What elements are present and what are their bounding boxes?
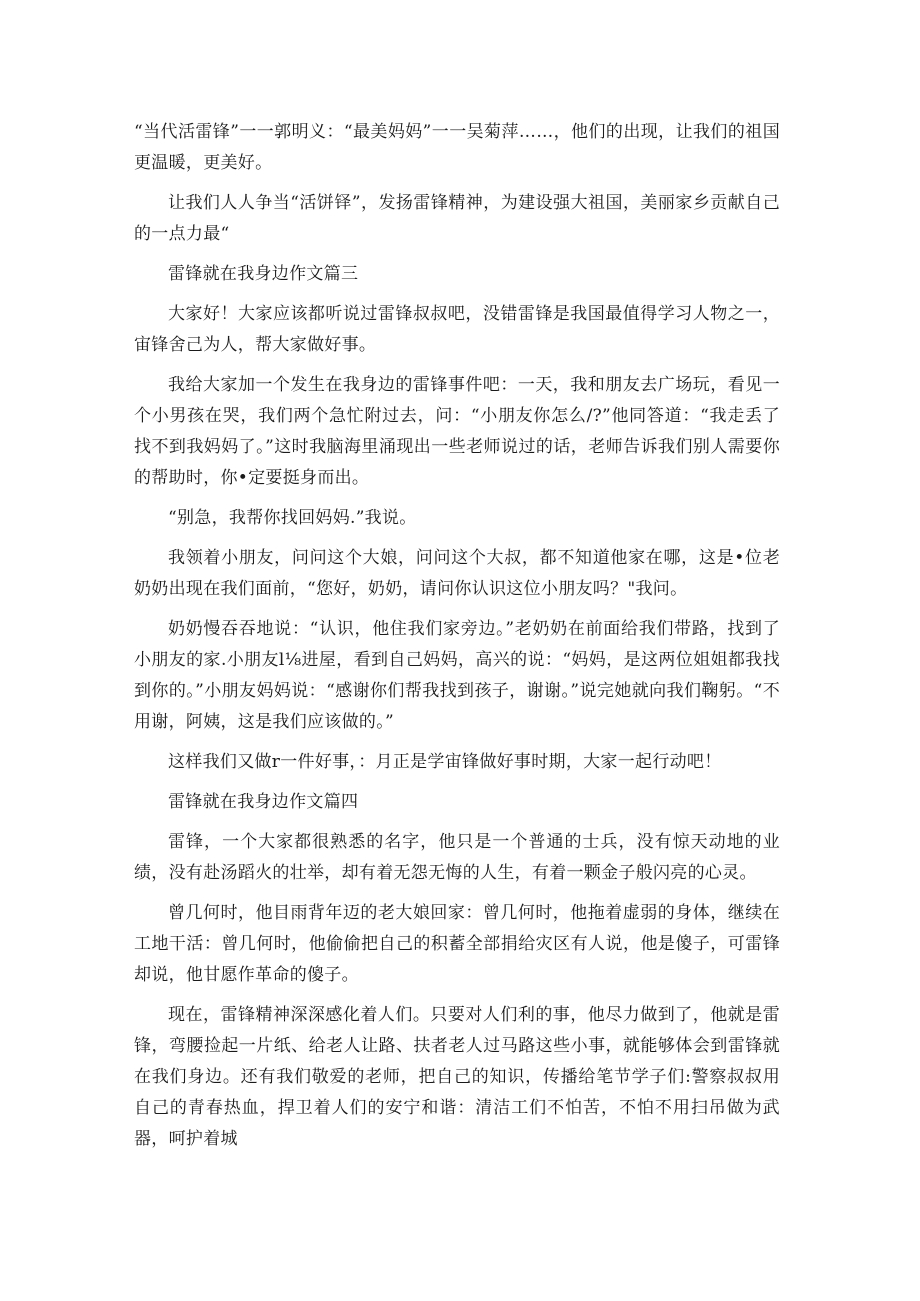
paragraph: 奶奶慢吞吞地说：“认识，他住我们家旁边。”老奶奶在前面给我们带路，找到了小朋友的家.小朋友l⅛进屋，看到自己妈妈，高兴的说：“妈妈，是这两位姐姐都我找到你的。”小朋友妈妈说：“感谢你们帮我找到孩子，谢谢。”说完她就向我们鞠躬。“不用谢，阿姨，这是我们应该做的。”	[134, 619, 780, 732]
paragraph: 雷锋，一个大家都很熟悉的名字，他只是一个普通的士兵，没有惊天动地的业绩，没有赴汤蹈火的壮举，却有着无怨无悔的人生，有着一颗金子般闪亮的心灵。	[134, 832, 780, 883]
document-body	[134, 117, 780, 1164]
section-heading: 雷锋就在我身边作文篇三	[168, 264, 359, 284]
paragraph: 让我们人人争当“活饼铎”，发扬雷锋精神，为建设强大祖国，美丽家乡贡献自己的一点力最“	[134, 193, 780, 244]
paragraph: 我给大家加一个发生在我身边的雷锋事件吧：一天，我和朋友去广场玩，看见一个小男孩在哭，我们两个急忙附过去，问：“小朋友你怎么/?”他同答道：“我走丢了找不到我妈妈了。”这时我脑海里涌现出一些老师说过的话，老师告诉我们别人需要你的帮助时，你•定要挺身而出。	[134, 375, 780, 488]
paragraph: 曾几何时，他目雨背年迈的老大娘回家：曾几何时，他拖着虚弱的身体，继续在工地干活：曾几何时，他偷偷把自己的积蓄全部捐给灾区有人说，他是傻子，可雷锋却说，他甘愿作革命的傻子。	[134, 903, 780, 985]
paragraph: 这样我们又做r一件好事，：月正是学宙锋做好事时期，大家一起行动吧！	[168, 752, 722, 772]
paragraph: “别急，我帮你找回妈妈.”我说。	[168, 508, 417, 528]
paragraph: “当代活雷锋”一一郭明义：“最美妈妈”一一吴菊萍……，他们的出现，让我们的祖国更温暖，更美好。	[134, 122, 780, 173]
section-heading: 雷锋就在我身边作文篇四	[168, 792, 359, 812]
paragraph: 现在，雷锋精神深深感化着人们。只要对人们利的事，他尽力做到了，他就是雷锋，弯腰捡起一片纸、给老人让路、扶者老人过马路这些小事，就能够体会到雷锋就在我们身边。还有我们敬爱的老师，把自己的知识，传播给笔节学子们:警察叔叔用自己的青春热血，捍卫着人们的安宁和谐：清洁工们不怕苦，不怕不用扫吊做为武器，呵护着城	[134, 1005, 780, 1149]
paragraph: 我领着小朋友，问问这个大娘，问问这个大叔，都不知道他家在哪，这是•位老奶奶出现在我们面前，“您好，奶奶，请问你认识这位小朋友吗？"我问。	[134, 548, 780, 599]
paragraph: 大家好！大家应该都听说过雷锋叔叔吧，没错雷锋是我国最值得学习人物之一，宙锋舍己为人，帮大家做好事。	[134, 304, 780, 355]
